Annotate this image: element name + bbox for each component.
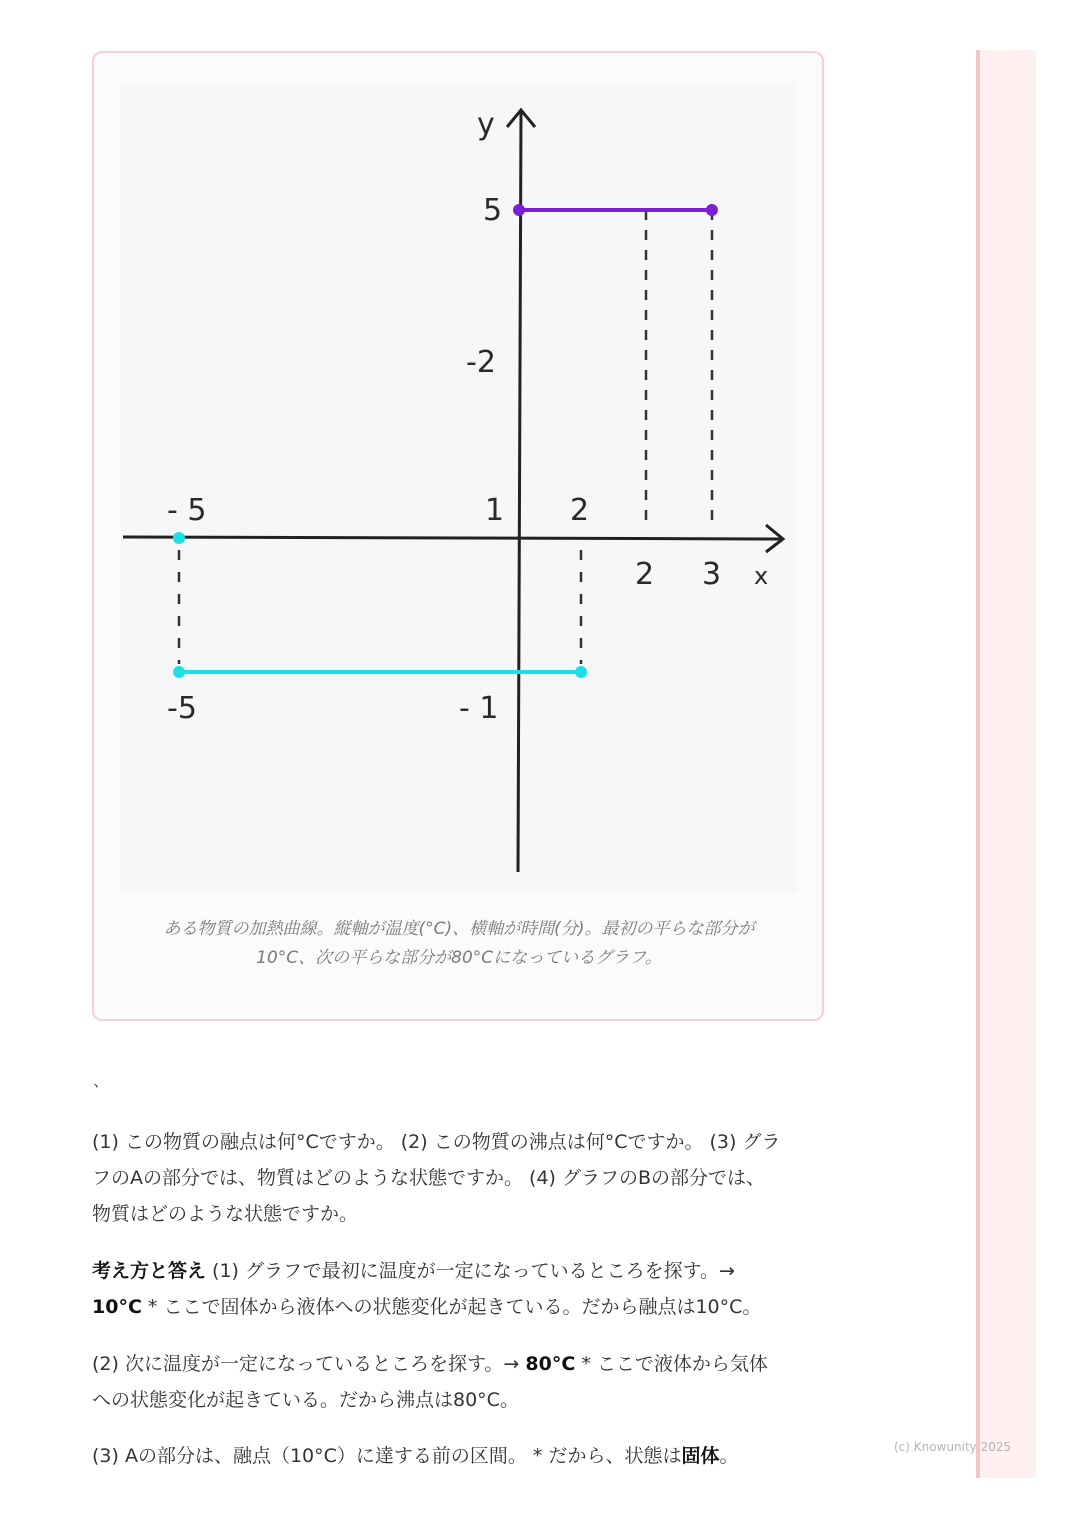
- answer-2-line-1: [92, 1346, 832, 1382]
- label-y-neg2: -2: [466, 345, 496, 380]
- questions-paragraph: [92, 1124, 832, 1232]
- series-1-point-1: [575, 666, 587, 678]
- label-x-2: 2: [635, 557, 655, 592]
- answer-3-text-a: (3) Aの部分は、融点（10°C）に達する前の区間。 * だから、状態は: [92, 1445, 682, 1467]
- answer-2-line-2: への状態変化が起きている。だから沸点は80°C。: [92, 1389, 519, 1411]
- figure-caption: [120, 915, 798, 973]
- x-axis: [123, 537, 781, 539]
- answer-2-paragraph: [92, 1346, 832, 1418]
- label-x-3: 3: [702, 557, 722, 592]
- answer-1-paragraph: [92, 1253, 832, 1325]
- questions-line-3: 物質はどのような状態ですか。: [92, 1203, 359, 1225]
- answer-2-text-b: * ここで液体から気体: [575, 1353, 768, 1375]
- answer-heading: 考え方と答え: [92, 1260, 207, 1282]
- series-0-point-0: [513, 204, 525, 216]
- caption-line-2: 10°C、次の平らな部分が80°Cになっているグラフ。: [256, 948, 662, 968]
- questions-line-1: (1) この物質の融点は何°Cですか。 (2) この物質の沸点は何°Cですか。 (3) グラ: [92, 1131, 781, 1153]
- answer-3-paragraph: [92, 1438, 832, 1474]
- answer-1-line-1: [92, 1253, 832, 1289]
- answer-1-text-b: * ここで固体から液体への状態変化が起きている。だから融点は10°C。: [141, 1296, 762, 1318]
- graph-panel: [121, 82, 797, 892]
- x-axis-label: x: [754, 562, 769, 590]
- axis-marker-neg5: [173, 532, 185, 544]
- caption-line-1: ある物質の加熱曲線。縦軸が温度(°C)、横軸が時間(分)。最初の平らな部分が: [163, 919, 755, 939]
- label-neg1: - 1: [459, 691, 499, 726]
- watermark: (c) Knowunity 2025: [894, 1440, 1012, 1454]
- answer-3-value: 固体: [681, 1445, 720, 1467]
- stray-mark: 、: [93, 1071, 110, 1090]
- y-axis: [518, 112, 521, 872]
- right-rail: [976, 50, 1036, 1478]
- label-y-5: 5: [483, 193, 503, 228]
- series-0-point-1: [706, 204, 718, 216]
- answer-2-value: 80°C: [525, 1353, 576, 1375]
- series-1-point-0: [173, 666, 185, 678]
- label-neg5-top: - 5: [167, 493, 207, 528]
- answer-1-text-a: (1) グラフで最初に温度が一定になっているところを探す。→: [206, 1260, 735, 1282]
- label-1: 1: [485, 493, 505, 528]
- answer-1-line-2: [92, 1289, 832, 1325]
- questions-line-2: フのAの部分では、物質はどのような状態ですか。 (4) グラフのBの部分では、: [92, 1167, 766, 1189]
- answer-2-text-a: (2) 次に温度が一定になっているところを探す。→: [92, 1353, 526, 1375]
- heating-curve-graph: [121, 82, 797, 892]
- label-neg5-bottom: -5: [167, 691, 197, 726]
- answer-3-text-b: 。: [719, 1445, 739, 1467]
- y-axis-label: y: [477, 107, 495, 142]
- answer-1-value: 10°C: [92, 1296, 142, 1318]
- label-2-top: 2: [570, 493, 590, 528]
